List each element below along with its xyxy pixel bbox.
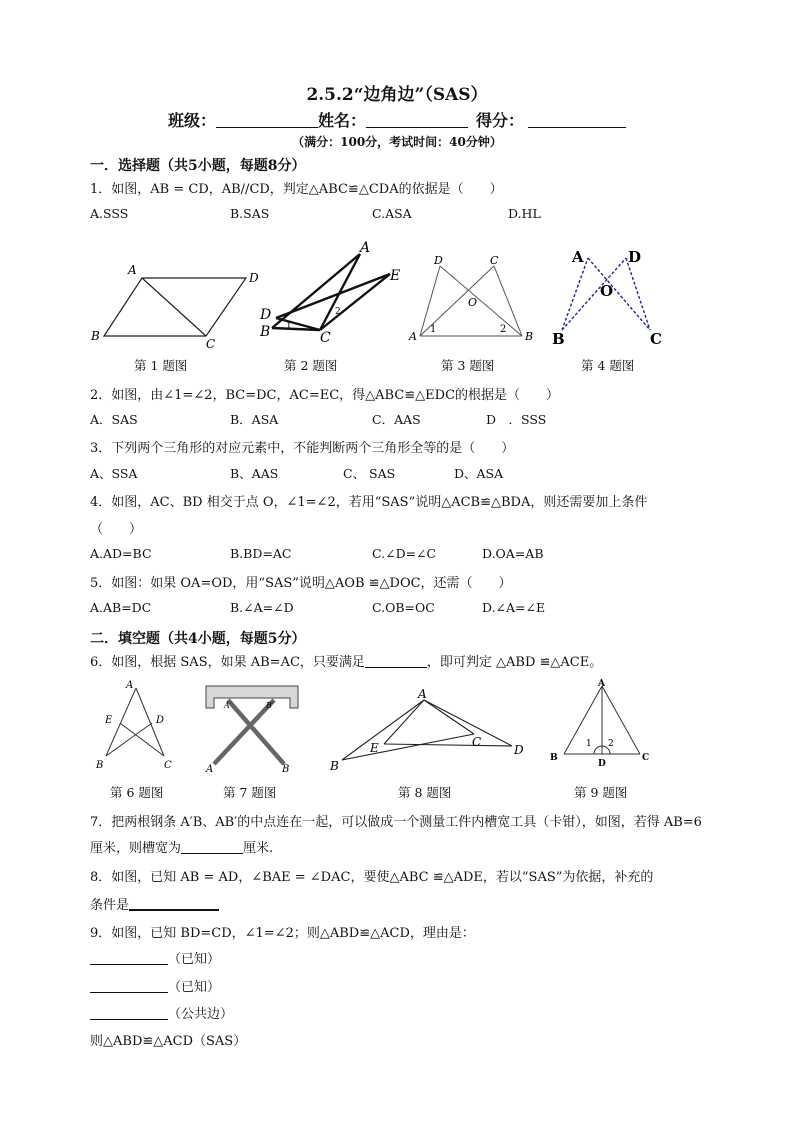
section2-title: 二．填空题（共4小题，每题5分） [90,631,306,647]
q6-text-pre: 6．如图，根据 SAS，如果 AB=AC，只要满足 [90,655,365,670]
q2-option-a[interactable]: A．SAS [90,412,138,427]
figure-7 [198,684,302,778]
q9-blank-3[interactable] [90,1007,168,1020]
q5-option-c[interactable]: C.OB=OC [372,600,435,615]
q4-text: 4．如图，AC、BD 相交于点 O，∠1=∠2，若用“SAS”说明△ACB≌△BDA，则还需要加上条件 [90,495,648,510]
label-b: B [525,330,534,343]
q6-answer-blank[interactable] [365,655,427,668]
q3-option-a[interactable]: A、SSA [90,466,138,481]
q7-line1: 7．把两根钢条 A′B、AB′的中点连在一起，可以做成一个测量工件内槽宽工具（卡钳），如图，若得 AB=6 [90,815,702,830]
figure-9 [546,676,656,772]
class-blank[interactable] [216,113,318,128]
label-c: C [472,735,482,749]
name-label: 姓名： [318,111,367,130]
label-a: A [128,263,137,277]
q8-text: 条件是 [90,898,130,913]
q8-answer-blank[interactable] [129,897,219,911]
parallelogram-abcd [104,278,246,336]
label-a: A [206,764,214,775]
label-b: B [260,324,271,340]
segment-de [276,274,390,318]
q4-option-d[interactable]: D.OA=AB [482,546,544,561]
q4-option-b[interactable]: B.BD=AC [230,546,292,561]
figure-6-caption: 第 6 题图 [110,785,164,800]
score-blank[interactable] [528,113,626,128]
label-o: O [600,282,614,300]
q5-option-a[interactable]: A.AB=DC [90,600,152,615]
q9-reason-3-label: （公共边） [168,1007,234,1022]
segment-ba [562,258,588,330]
figure-4 [548,244,678,348]
q7-line2 [90,837,273,856]
diagonal-ac [142,278,206,336]
label-e: E [370,741,379,755]
q8-line2 [90,894,219,913]
label-c: C [490,254,499,267]
q3-text: 3．下列两个三角形的对应元素中，不能判断两个三角形全等的是（ ） [90,441,515,456]
label-b: B [91,329,100,343]
q2-option-d[interactable]: D ．SSS [486,412,547,427]
label-e: E [390,268,401,284]
angle-1-label: 1 [430,324,437,335]
segment-ab [342,700,424,760]
q4-option-a[interactable]: A.AD=BC [90,546,152,561]
figure-3 [404,250,538,346]
label-c: C [206,337,216,348]
label-a: A [418,687,427,701]
q1-option-b[interactable]: B.SAS [230,206,270,221]
name-blank[interactable] [366,113,468,128]
segment-ad [424,700,512,746]
label-a-prime: A′ [224,701,232,710]
label-a: A [126,680,134,691]
segment-bc [494,266,522,336]
q9-text: 9．如图，已知 BD=CD，∠1=∠2；则△ABD≌△ACD，理由是： [90,926,475,941]
figure-8 [326,686,532,772]
q3-option-b[interactable]: B、AAS [230,466,279,481]
segment-bc [342,734,474,760]
q9-reason-3 [90,1003,233,1022]
figure-8-caption: 第 8 题图 [398,785,452,800]
q9-blank-1[interactable] [90,952,168,965]
q8-line1: 8．如图，已知 AB = AD，∠BAE = ∠DAC，要使△ABC ≌△ADE，若以“SAS”为依据，补充的 [90,870,654,885]
score-label: 得分： [476,111,525,130]
rod-a-b-prime [214,700,274,764]
figure-6 [90,678,182,774]
q7-answer-blank[interactable] [181,841,243,854]
label-c: C [642,753,650,763]
label-a: A [598,679,605,689]
label-d: D [598,759,606,769]
q4-text-paren: （ ） [90,522,143,537]
segment-bd [562,258,626,330]
figure-7-caption: 第 7 题图 [223,785,277,800]
figure-2-caption: 第 2 题图 [284,358,338,373]
figure-1 [86,258,266,348]
figure-9-caption: 第 9 题图 [574,785,628,800]
q9-blank-2[interactable] [90,980,168,993]
label-b: B [330,759,339,772]
label-d: D [156,715,165,726]
q1-option-c[interactable]: C.ASA [372,206,412,221]
segment-ca [320,254,360,330]
q7-text-post: 厘米. [243,841,274,856]
q2-option-c[interactable]: C．AAS [372,412,421,427]
q3-option-d[interactable]: D、ASA [454,466,504,481]
label-b: B [282,764,290,775]
groove-slot [206,686,298,708]
angle-1-label: 1 [286,321,292,331]
q1-option-a[interactable]: A.SSS [90,206,129,221]
q9-reason-2 [90,976,220,995]
rod-a-prime-b [228,700,284,764]
q9-reason-2-label: （已知） [168,980,221,995]
q5-option-d[interactable]: D.∠A=∠E [482,600,546,615]
segment-bd [440,266,522,336]
q9-reason-1 [90,948,220,967]
segment-dc [626,258,650,330]
label-d: D [628,248,642,266]
segment-ed [384,744,512,746]
label-a: A [360,240,371,256]
label-d: D [514,743,524,757]
angle-2-label: 2 [500,324,507,335]
label-c: C [164,760,172,771]
q5-text: 5．如图：如果 OA=OD，用“SAS”说明△AOB ≌△DOC，还需（ ） [90,576,512,591]
q2-text: 2．如图，由∠1=∠2，BC=DC，AC=EC，得△ABC≌△EDC的根据是（ ） [90,388,560,403]
label-o: O [468,296,478,309]
label-d: D [249,271,259,285]
label-b: B [552,330,565,348]
label-e: E [105,715,113,726]
label-c: C [320,330,331,344]
figure-3-caption: 第 3 题图 [441,358,495,373]
q9-conclusion: 则△ABD≌△ACD（SAS） [90,1034,247,1049]
q6-text-post: ，即可判定 △ABD ≌△ACE。 [426,655,603,670]
q9-reason-1-label: （已知） [168,952,221,967]
label-b: B [550,753,558,763]
q5-option-b[interactable]: B.∠A=∠D [230,600,294,615]
q3-option-c[interactable]: C、 SAS [343,466,396,481]
page-title: 2.5.2“边角边”（SAS） [306,85,488,105]
q1-text: 1．如图，AB = CD，AB//CD，判定△ABC≌△CDA的依据是（ ） [90,182,503,197]
segment-ac [424,700,474,734]
angle-1-label: 1 [586,739,592,749]
q2-option-b[interactable]: B．ASA [230,412,279,427]
segment-ce [320,274,390,330]
label-c: C [650,330,662,348]
segment-ae [384,700,424,744]
figure-2 [256,240,406,344]
segment-ab [564,686,602,754]
label-d: D [434,254,443,267]
student-info-row [168,108,626,131]
q7-text-pre: 厘米，则槽宽为 [90,841,182,856]
section1-title: 一．选择题（共5小题，每题8分） [90,158,306,174]
angle-2-label: 2 [608,739,614,749]
q6-line [90,651,602,670]
label-b: B [96,760,104,771]
class-label: 班级： [168,111,217,130]
angle-2-label: 2 [335,307,341,317]
figure-1-caption: 第 1 题图 [134,358,188,373]
segment-ac [588,258,650,330]
figure-4-caption: 第 4 题图 [581,358,635,373]
label-d: D [260,307,272,323]
label-b-prime: B′ [266,701,274,710]
q4-option-c[interactable]: C.∠D=∠C [372,546,437,561]
label-a: A [572,248,584,266]
label-a: A [409,330,417,343]
exam-note: （满分：100分，考试时间：40分钟） [292,135,502,149]
q1-option-d[interactable]: D.HL [508,206,541,221]
